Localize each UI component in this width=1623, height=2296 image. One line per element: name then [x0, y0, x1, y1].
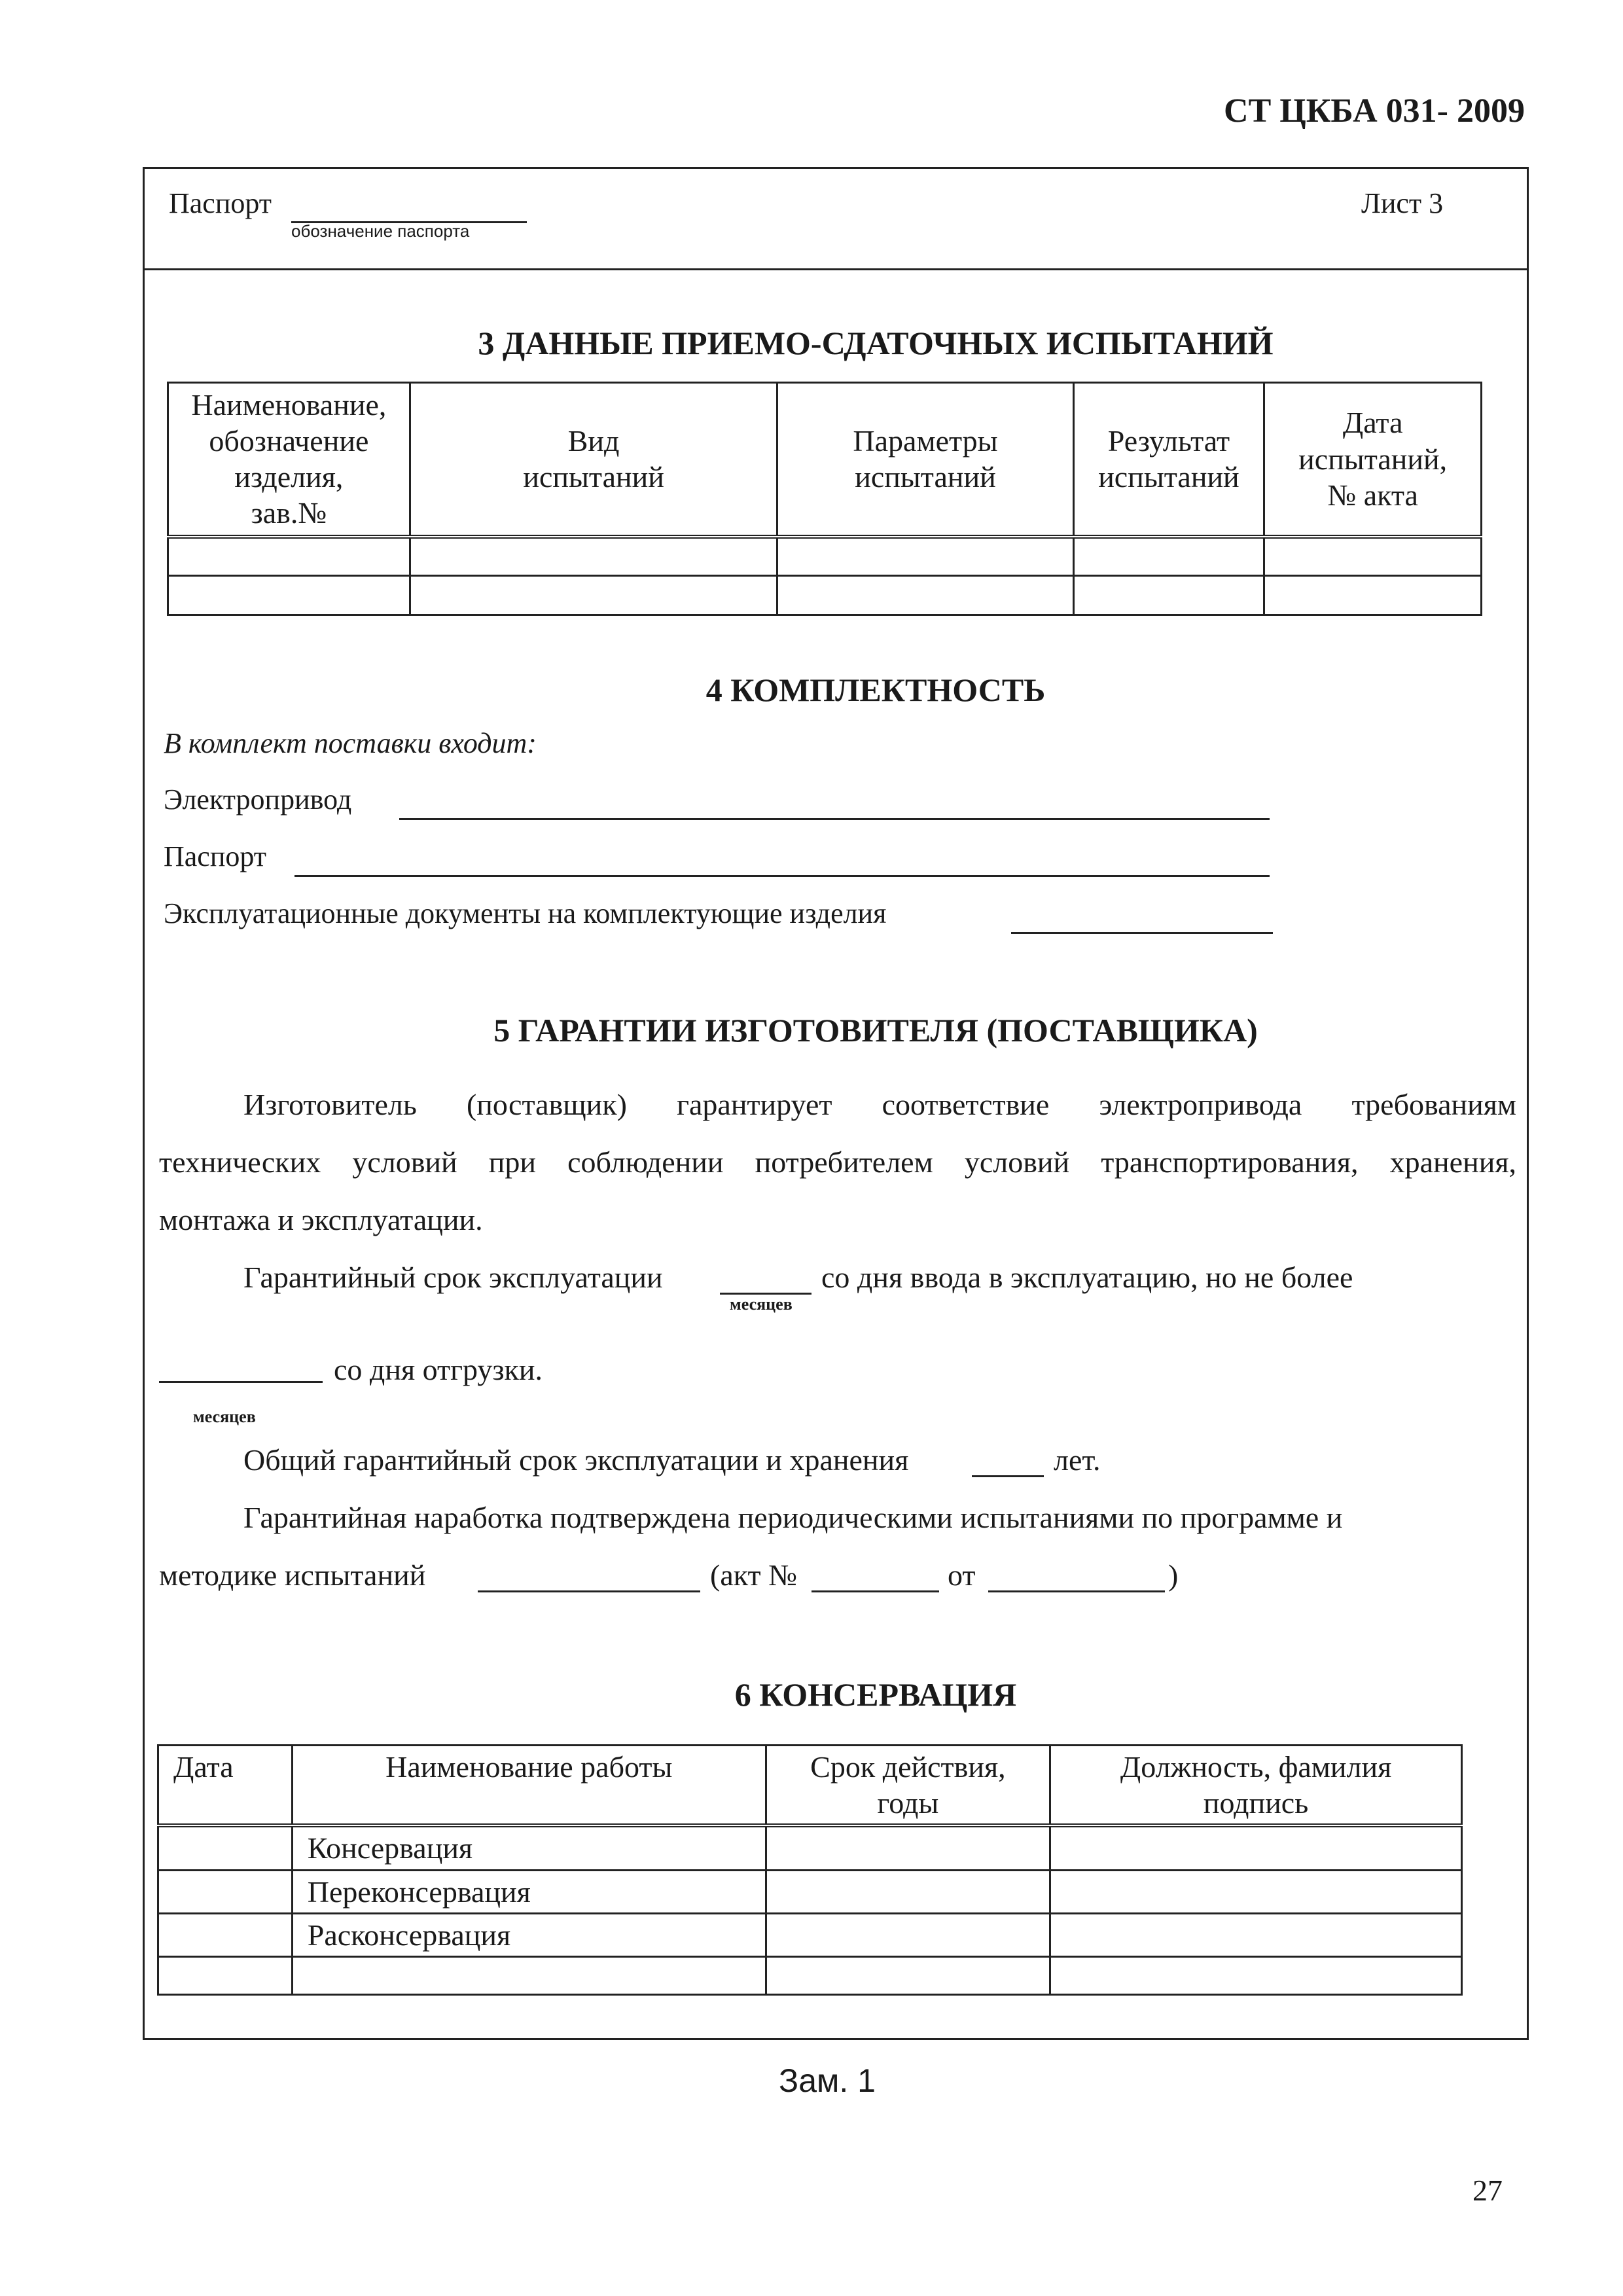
conservation-table	[157, 1744, 1463, 1996]
table-cell	[766, 1913, 1050, 1956]
table-cell	[1073, 576, 1264, 615]
table-cell	[1264, 537, 1482, 576]
section4-title: 4 КОМПЛЕКТНОСТЬ	[705, 672, 1046, 708]
document-code: СТ ЦКБА 031- 2009	[1224, 92, 1525, 130]
work-conservation: Консервация	[292, 1825, 766, 1870]
table-cell	[158, 1913, 293, 1956]
acceptance-tests-table	[167, 382, 1482, 616]
table-row	[168, 537, 1482, 576]
item-documents: Эксплуатационные документы на комплектующие изделия	[164, 897, 887, 929]
method-blank	[478, 1590, 700, 1592]
change-note: Зам. 1	[779, 2062, 876, 2099]
table-cell	[158, 1825, 293, 1870]
table-row	[168, 576, 1482, 615]
table-cell	[1050, 1870, 1462, 1913]
table-cell	[766, 1956, 1050, 1994]
warranty-p1-line2: технических условий при соблюдении потребителем условий транспортирования, хранения,	[159, 1145, 1516, 1179]
table-row	[158, 1956, 1462, 1994]
years-label: лет.	[1054, 1443, 1101, 1477]
col-product	[168, 383, 410, 537]
table-row	[158, 1913, 1462, 1956]
warranty-p1-line3: монтажа и эксплуатации.	[159, 1203, 483, 1236]
table-cell	[777, 537, 1073, 576]
col-date-label: Дата	[173, 1750, 234, 1784]
col-test-params	[777, 383, 1073, 537]
item-passport: Паспорт	[164, 840, 267, 872]
table-cell	[410, 537, 777, 576]
table-cell	[292, 1956, 766, 1994]
sheet-label: Лист 3	[1361, 187, 1444, 219]
warranty-p1-line1: Изготовитель (поставщик) гарантирует соответствие электропривода требованиям	[243, 1088, 1516, 1121]
section5-title: 5 ГАРАНТИИ ИЗГОТОВИТЕЛЯ (ПОСТАВЩИКА)	[493, 1012, 1258, 1049]
table-cell	[766, 1870, 1050, 1913]
col-test-params-label: Параметры испытаний	[853, 424, 998, 494]
col-position-signature-label: Должность, фамилия подпись	[1120, 1750, 1392, 1820]
table-cell	[777, 576, 1073, 615]
table-cell	[158, 1870, 293, 1913]
table-cell	[766, 1825, 1050, 1870]
page-number: 27	[1472, 2174, 1503, 2207]
shipment-text: со дня отгрузки.	[334, 1353, 543, 1386]
col-work-name	[292, 1746, 766, 1826]
item-actuator: Электропривод	[164, 783, 352, 816]
header-divider	[143, 268, 1529, 270]
table-cell	[168, 576, 410, 615]
passport-label: Паспорт	[169, 187, 272, 219]
table-cell	[1073, 537, 1264, 576]
col-product-label: Наименование, обозначение изделия, зав.№	[191, 387, 387, 530]
work-reconservation: Переконсервация	[292, 1870, 766, 1913]
table-cell	[410, 576, 777, 615]
warranty-term-label: Гарантийный срок эксплуатации	[243, 1261, 663, 1294]
table-row	[158, 1870, 1462, 1913]
col-test-date-label: Дата испытаний, № акта	[1298, 406, 1448, 512]
section3-title: 3 ДАННЫЕ ПРИЕМО-СДАТОЧНЫХ ИСПЫТАНИЙ	[478, 325, 1274, 361]
table-row	[158, 1825, 1462, 1870]
item-passport-blank	[294, 875, 1270, 877]
closing-paren: )	[1168, 1558, 1179, 1592]
act-number-blank	[812, 1590, 939, 1592]
table-cell	[1050, 1825, 1462, 1870]
warranty-p4-line1: Гарантийная наработка подтверждена периодическими испытаниями по программе и	[243, 1501, 1343, 1534]
col-test-type-label: Вид испытаний	[523, 424, 664, 494]
years-blank	[972, 1475, 1044, 1477]
section6-title: 6 КОНСЕРВАЦИЯ	[734, 1676, 1017, 1713]
total-term-label: Общий гарантийный срок эксплуатации и хранения	[243, 1443, 909, 1477]
warranty-term-text: со дня ввода в эксплуатацию, но не более	[821, 1261, 1353, 1294]
from-label: от	[948, 1558, 976, 1592]
col-test-result	[1073, 383, 1264, 537]
item-actuator-blank	[399, 818, 1270, 820]
months-hint: месяцев	[730, 1295, 793, 1314]
col-test-date	[1264, 383, 1482, 537]
table-cell	[158, 1956, 293, 1994]
table-cell	[168, 537, 410, 576]
col-validity	[766, 1746, 1050, 1826]
col-position-signature	[1050, 1746, 1462, 1826]
passport-hint: обозначение паспорта	[291, 221, 470, 241]
col-date	[158, 1746, 293, 1826]
table-cell	[1264, 576, 1482, 615]
months-hint-2: месяцев	[193, 1407, 256, 1426]
table-cell	[1050, 1956, 1462, 1994]
col-work-name-label: Наименование работы	[385, 1750, 673, 1784]
col-validity-label: Срок действия, годы	[810, 1750, 1006, 1820]
col-test-result-label: Результат испытаний	[1098, 424, 1240, 494]
item-documents-blank	[1011, 932, 1273, 934]
section4-intro: В комплект поставки входит:	[164, 727, 537, 759]
method-label: методике испытаний	[159, 1558, 426, 1592]
col-test-type	[410, 383, 777, 537]
shipment-months-blank	[159, 1381, 323, 1383]
act-label: (акт №	[710, 1558, 797, 1592]
work-deconservation: Расконсервация	[292, 1913, 766, 1956]
table-cell	[1050, 1913, 1462, 1956]
act-date-blank	[988, 1590, 1165, 1592]
